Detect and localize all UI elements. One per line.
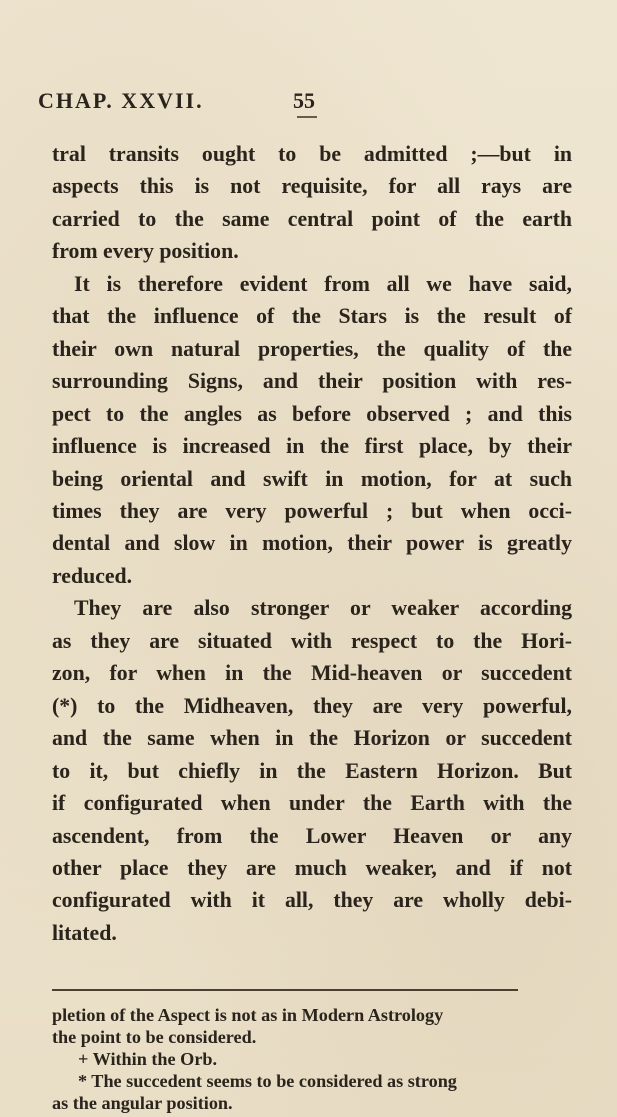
header-mark	[297, 116, 317, 118]
text-line: times they are very powerful ; but when occi-	[52, 498, 572, 523]
running-head: CHAP. XXVII.	[38, 88, 204, 113]
text-line: aspects this is not requisite, for all rays are	[52, 174, 572, 199]
text-line: (*) to the Midheaven, they are very powerful,	[52, 693, 572, 718]
text-line: other place they are much weaker, and if not	[52, 855, 572, 880]
footnote-line: pletion of the Aspect is not as in Modern Astrology	[52, 1005, 444, 1025]
footnote-line: the point to be considered.	[52, 1027, 257, 1047]
text-line: carried to the same central point of the earth	[52, 206, 572, 231]
text-line: configurated with it all, they are wholly debi-	[52, 888, 572, 913]
text-line: tral transits ought to be admitted ;—but in	[52, 142, 572, 166]
footnotes	[52, 1004, 572, 1114]
text-line: zon, for when in the Mid-heaven or succedent	[52, 661, 572, 686]
page-number: 55	[293, 88, 315, 113]
text-line: that the influence of the Stars is the result of	[52, 304, 572, 329]
text-line: surrounding Signs, and their position with res-	[52, 369, 572, 394]
text-line: being oriental and swift in motion, for at such	[52, 466, 572, 491]
body-text	[52, 138, 572, 949]
text-line: ascendent, from the Lower Heaven or any	[52, 823, 572, 848]
text-line: and the same when in the Horizon or succedent	[52, 726, 572, 751]
text-line: from every position.	[52, 239, 239, 264]
text-line: dental and slow in motion, their power is greatly	[52, 531, 572, 556]
footnote-line: * The succedent seems to be considered as strong	[78, 1071, 457, 1091]
footnote-rule	[52, 989, 518, 991]
text-line: It is therefore evident from all we have said,	[74, 271, 572, 296]
text-line: if configurated when under the Earth with the	[52, 791, 572, 816]
text-line: pect to the angles as before observed ; and this	[52, 401, 572, 426]
text-line: to it, but chiefly in the Eastern Horizon. But	[52, 758, 572, 783]
page-header	[38, 88, 578, 120]
text-line: They are also stronger or weaker according	[74, 596, 572, 621]
text-line: as they are situated with respect to the Hori-	[52, 628, 572, 653]
footnote-line: + Within the Orb.	[78, 1049, 218, 1069]
text-line: their own natural properties, the quality of the	[52, 336, 572, 361]
text-line: litated.	[52, 920, 117, 945]
text-line: reduced.	[52, 563, 133, 588]
text-line: influence is increased in the first place, by their	[52, 434, 572, 459]
footnote-line: as the angular position.	[52, 1093, 233, 1113]
